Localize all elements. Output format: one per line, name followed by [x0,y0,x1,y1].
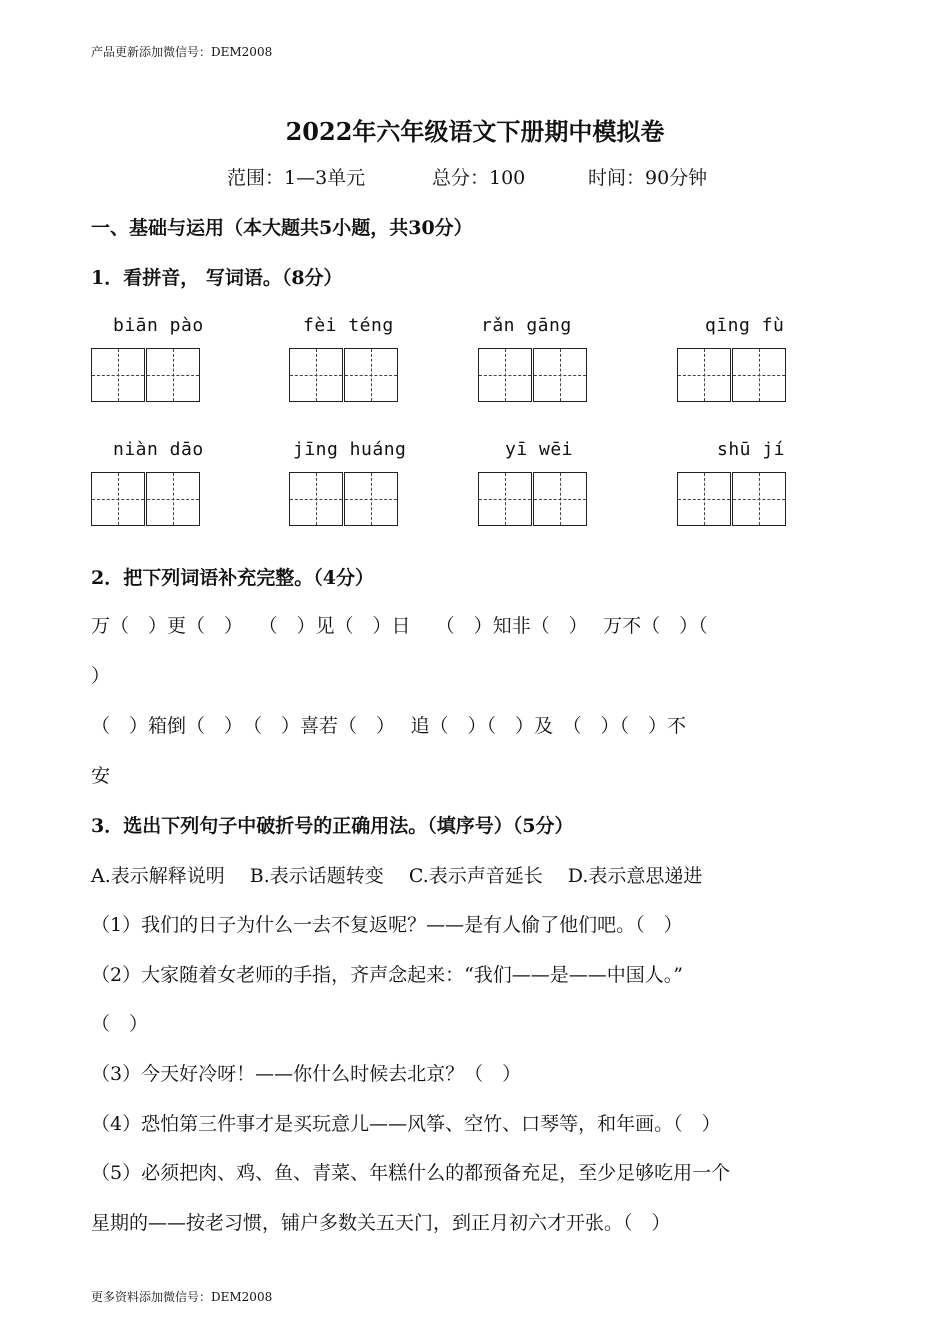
writing-grid-cell[interactable] [533,348,587,402]
section1-heading: 一、基础与运用（本大题共5小题，共30分） [91,217,473,239]
writing-grid-cell[interactable] [533,472,587,526]
q3-options: A.表示解释说明 B.表示话题转变 C.表示声音延长 D.表示意思递进 [91,865,703,887]
exam-time: 时间：90分钟 [588,167,708,189]
writing-grid-cell[interactable] [146,348,200,402]
pinyin-8: shū jí [717,439,786,460]
q1-heading: 1．看拼音， 写词语。（8分） [91,267,343,289]
writing-grid-cell[interactable] [732,348,786,402]
writing-grid-cell[interactable] [91,348,145,402]
writing-grid-cell[interactable] [91,472,145,526]
q3-sentence-5: （5）必须把肉、鸡、鱼、青菜、年糕什么的都预备充足，至少足够吃用一个 [91,1162,731,1184]
q2-heading: 2．把下列词语补充完整。（4分） [91,567,374,589]
exam-total-score: 总分：100 [432,167,526,189]
writing-grid-cell[interactable] [344,472,398,526]
pinyin-2: fèi téng [303,315,394,336]
writing-grid-cell[interactable] [732,472,786,526]
pinyin-6: jīng huáng [293,439,407,460]
q2-line1: 万（ ）更（ ） （ ）见（ ）日 （ ）知非（ ） 万不（ ）（ [91,615,708,637]
pinyin-7: yī wēi [505,439,574,460]
q3-sentence-1: （1）我们的日子为什么一去不复返呢？——是有人偷了他们吧。（ ） [91,914,683,936]
header-note: 产品更新添加微信号：DEM2008 [91,45,273,59]
q2-line1-cont: ） [91,665,111,687]
footer-note: 更多资料添加微信号：DEM2008 [91,1290,273,1304]
q3-sentence-2: （2）大家随着女老师的手指，齐声念起来：“我们——是——中国人。” [91,964,684,986]
writing-grid-cell[interactable] [677,348,731,402]
q3-heading: 3．选出下列句子中破折号的正确用法。（填序号）（5分） [91,815,574,837]
writing-grid-cell[interactable] [677,472,731,526]
q2-line2: （ ）箱倒（ ） （ ）喜若（ ） 追（ ）（ ）及 （ ）（ ）不 [91,715,687,737]
writing-grid-cell[interactable] [478,348,532,402]
exam-range: 范围：1—3单元 [227,167,366,189]
pinyin-5: niàn dāo [113,439,204,460]
q2-line2-cont: 安 [91,765,111,787]
writing-grid-cell[interactable] [146,472,200,526]
pinyin-1: biān pào [113,315,204,336]
q3-sentence-2-answer: （ ） [91,1013,149,1035]
writing-grid-cell[interactable] [289,472,343,526]
q3-sentence-3: （3）今天好冷呀！——你什么时候去北京？（ ） [91,1063,522,1085]
writing-grid-cell[interactable] [289,348,343,402]
writing-grid-cell[interactable] [344,348,398,402]
q3-sentence-5-cont: 星期的——按老习惯，铺户多数关五天门，到正月初六才开张。（ ） [91,1212,671,1234]
pinyin-3: rǎn gāng [481,315,572,336]
page-title: 2022年六年级语文下册期中模拟卷 [285,117,665,146]
q3-sentence-4: （4）恐怕第三件事才是买玩意儿——风筝、空竹、口琴等，和年画。（ ） [91,1113,721,1135]
writing-grid-cell[interactable] [478,472,532,526]
pinyin-4: qīng fù [705,315,785,336]
